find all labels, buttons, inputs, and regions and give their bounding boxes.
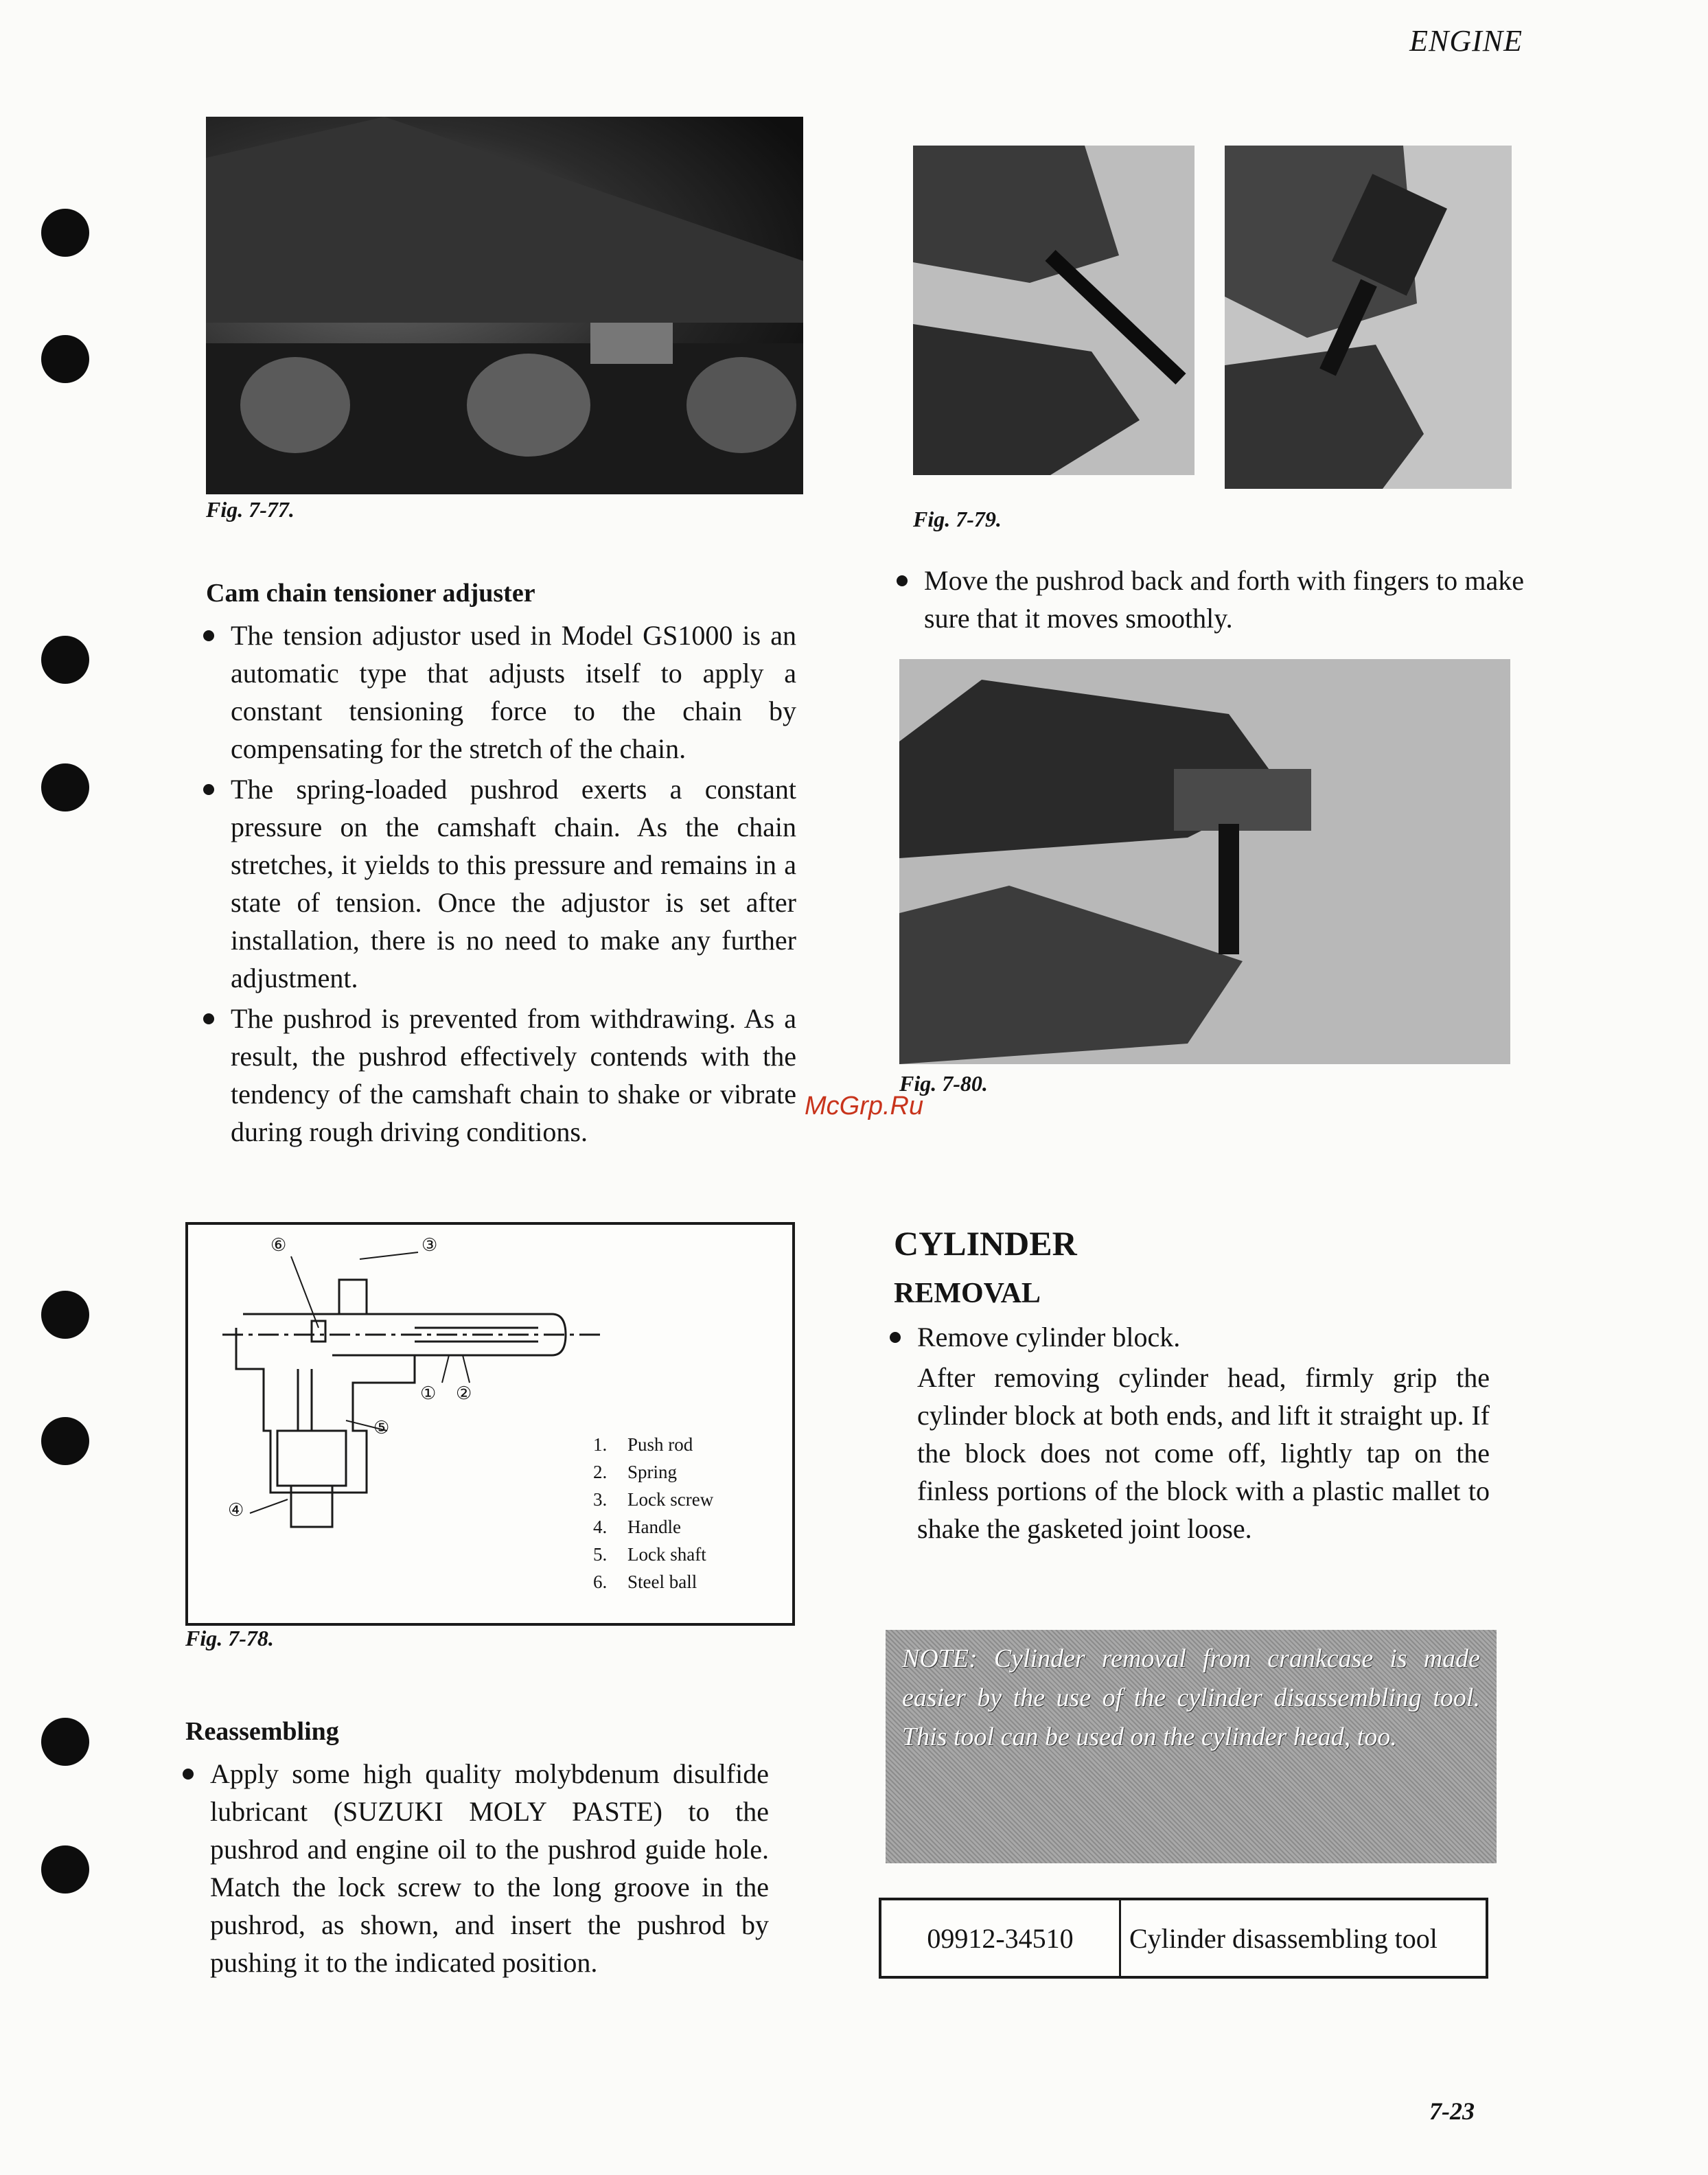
binder-hole [41,1845,89,1894]
section-heading-reassembling: Reassembling [185,1717,339,1746]
binder-hole [41,1417,89,1465]
bullet-item: The spring-loaded pushrod exerts a constant pressure on the camshaft chain. As the chain stretches, it yields to this pressure and remains in a state of tension. Once the adjustor is set after installation, there is no need to make any further adjustment. [199,770,796,997]
legend-item: 5. Lock shaft [593,1544,706,1565]
binder-hole [41,335,89,383]
figure-caption: Fig. 7-79. [913,507,1002,531]
bullet-item: The pushrod is prevented from withdrawing. As a result, the pushrod effectively contends with the tendency of the camshaft chain to shake or vibrate during rough driving conditions. [199,1000,796,1151]
photo-pushrod-hand [913,146,1195,475]
callout-1: ① [420,1383,437,1403]
legend-item: 4. Handle [593,1517,681,1537]
section-heading-removal: REMOVAL [894,1278,1041,1309]
section-heading-tensioner: Cam chain tensioner adjuster [206,579,535,608]
reassembling-bullets [178,1755,769,1984]
bullet-item: Move the pushrod back and forth with fingers to make sure that it moves smoothly. [892,562,1524,637]
figure-caption: Fig. 7-80. [899,1071,988,1096]
binder-hole [41,636,89,684]
page-number: 7-23 [1429,2097,1475,2125]
binder-hole [41,763,89,812]
pushrod-check-text [892,562,1524,640]
bullet-item: The tension adjustor used in Model GS1000 is an automatic type that adjusts itself to apply a constant tensioning force to the chain by compensating for the stretch of the chain. [199,617,796,768]
callout-5: ⑤ [373,1417,390,1438]
photo-adjuster-hand [1225,146,1512,489]
note-box [886,1630,1497,1863]
tensioner-diagram [185,1222,795,1626]
tool-name: Cylinder disassembling tool [1119,1900,1486,1976]
watermark: McGrp.Ru [805,1092,924,1120]
section-header: ENGINE [1409,24,1523,58]
section-heading-cylinder: CYLINDER [894,1224,1077,1263]
legend-item: 1. Push rod [593,1434,693,1455]
diagram-legend [593,1431,713,1596]
bullet-item: Remove cylinder block. [886,1318,1490,1356]
binder-hole [41,1718,89,1766]
callout-6: ⑥ [270,1234,287,1255]
tool-number: 09912-34510 [927,1922,1074,1954]
photo-cylinder-head [206,117,803,494]
legend-item: 6. Steel ball [593,1572,697,1592]
binder-hole [41,1291,89,1339]
binder-hole [41,209,89,257]
callout-3: ③ [422,1234,438,1255]
legend-item: 3. Lock screw [593,1489,714,1510]
note-label: NOTE: [902,1644,978,1673]
photo-pushrod-test [899,659,1510,1064]
removal-paragraph: After removing cylinder head, firmly grip the cylinder block at both ends, and lift it straight up. If the block does not come off, lightly tap on the finless portions of the block with a plastic mallet to shake the gasketed joint loose. [917,1362,1490,1544]
special-tool-table [879,1898,1488,1979]
bullet-item: Apply some high quality molybdenum disulfide lubricant (SUZUKI MOLY PASTE) to the pushrod and engine oil to the pushrod guide hole. Match the lock screw to the long groove in the pushrod, as shown, and insert the pushrod by pushing it to the indicated position. [178,1755,769,1981]
figure-caption: Fig. 7-78. [185,1626,274,1650]
note-text: Cylinder removal from crankcase is made easier by the use of the cylinder disassembling tool. This tool can be used on the cylinder head, too. [902,1644,1481,1751]
tensioner-bullets [199,617,796,1153]
callout-4: ④ [228,1499,244,1520]
callout-2: ② [456,1383,472,1403]
removal-text-block [886,1318,1490,1547]
figure-caption: Fig. 7-77. [206,497,295,522]
legend-item: 2. Spring [593,1462,678,1482]
